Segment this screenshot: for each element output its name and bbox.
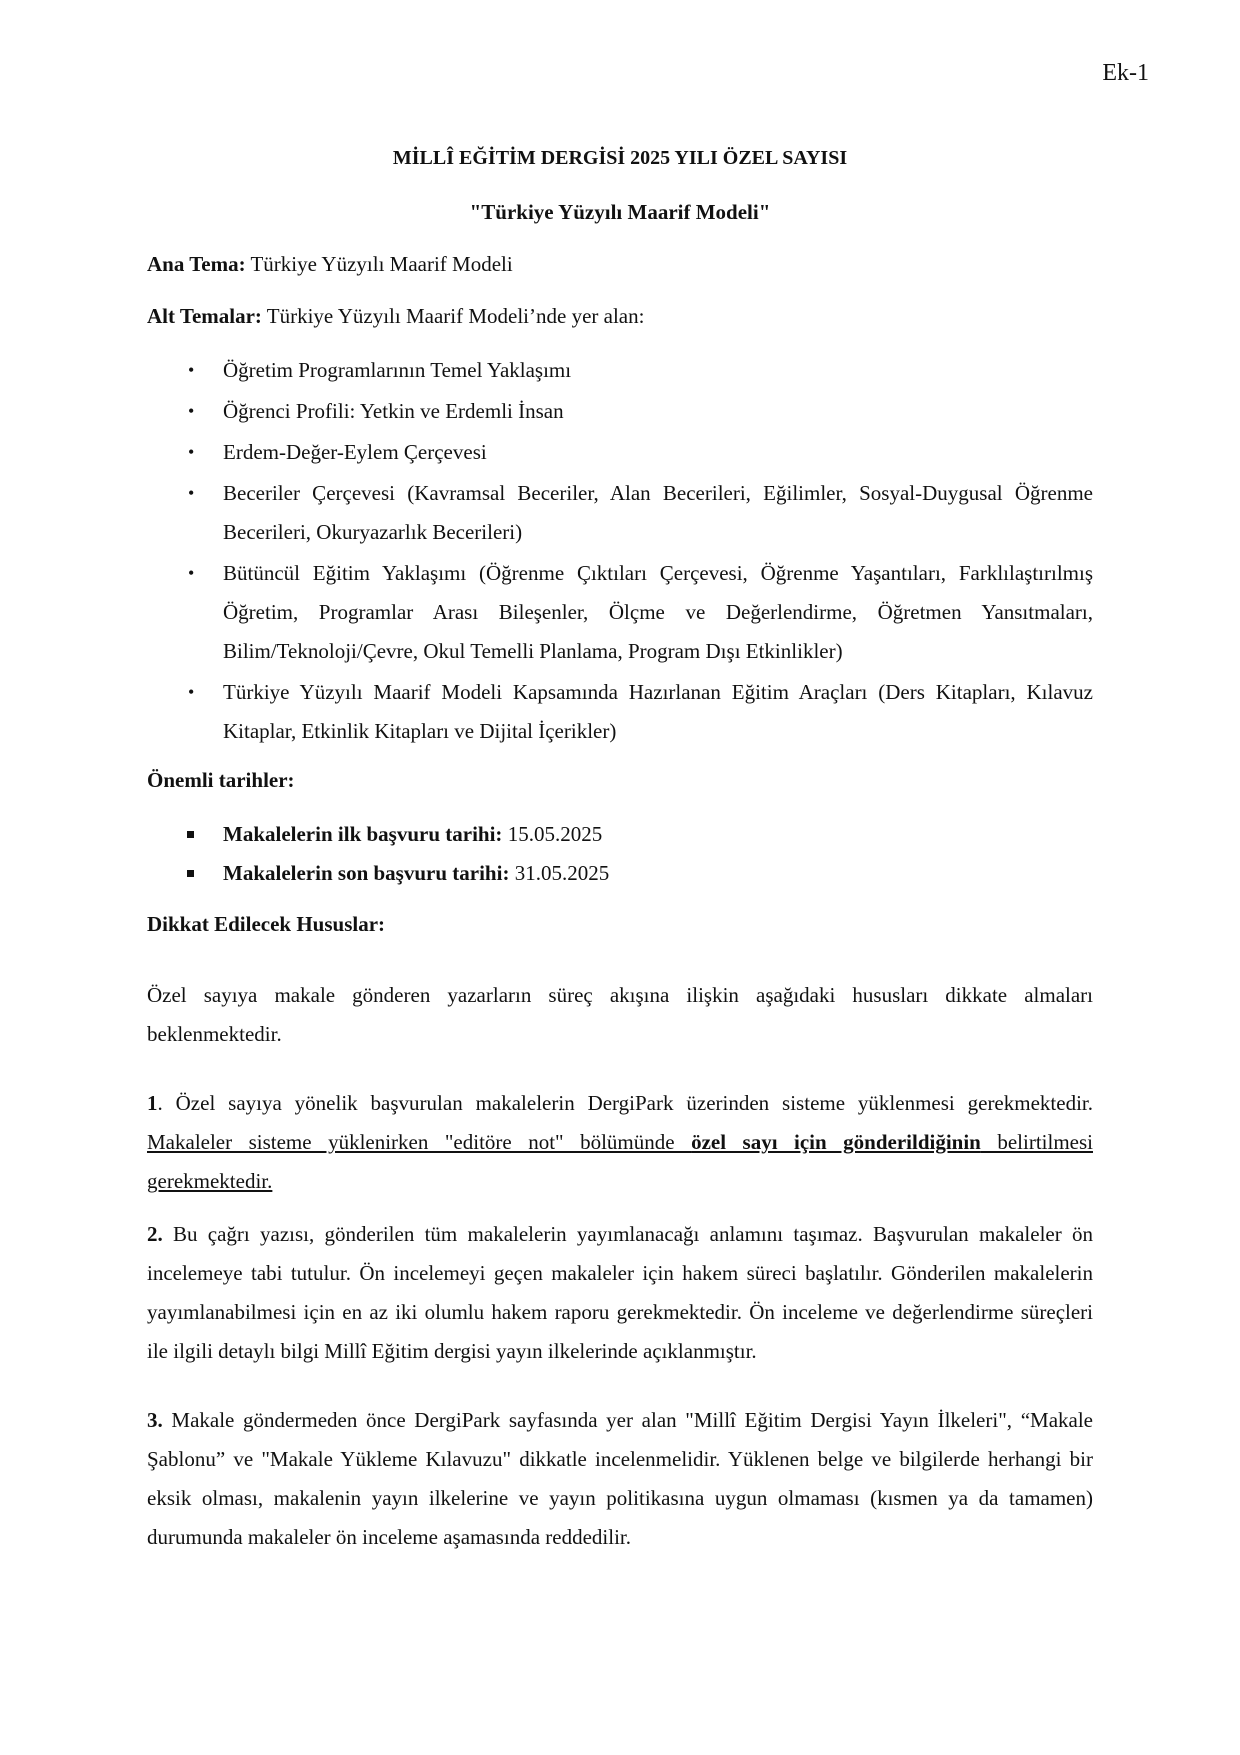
bullet-icon: • xyxy=(188,563,195,584)
notes-heading-text: Dikkat Edilecek Hususlar: xyxy=(147,912,386,937)
bullet-icon: • xyxy=(188,682,195,703)
notes-intro: Özel sayıya makale gönderen yazarların süreç akışına ilişkin aşağıdaki hususları dikkate almaları beklenmektedir. xyxy=(147,983,1093,1047)
list-item-text: Türkiye Yüzyılı Maarif Modeli Kapsamında Hazırlanan Eğitim Araçları (Ders Kitapları, Kılavuz Kitaplar, Etkinlik Kitapları ve Dijital İçerikler) xyxy=(223,680,1093,744)
note-number: 3. xyxy=(147,1408,163,1433)
date-value: 15.05.2025 xyxy=(502,822,603,847)
main-theme-label: Ana Tema: xyxy=(147,252,246,277)
list-item xyxy=(147,392,1093,431)
note-item-1 xyxy=(147,1084,1093,1201)
note-underlined-text: belirtilmesi gerekmektedir. xyxy=(147,1130,1093,1194)
date-item xyxy=(147,854,1093,893)
list-item xyxy=(147,673,1093,751)
main-theme xyxy=(147,245,1093,284)
note-item-3 xyxy=(147,1401,1093,1557)
note-underlined-text: Makaleler sisteme yüklenirken "editöre not" bölümünde xyxy=(147,1130,692,1155)
date-value: 31.05.2025 xyxy=(509,861,610,886)
list-item-text: Erdem-Değer-Eylem Çerçevesi xyxy=(223,440,487,465)
date-label: Makalelerin ilk başvuru tarihi: xyxy=(223,822,503,847)
date-item xyxy=(147,815,1093,854)
notes-heading xyxy=(147,905,1093,944)
list-item-text: Bütüncül Eğitim Yaklaşımı (Öğrenme Çıktıları Çerçevesi, Öğrenme Yaşantıları, Farklılaştırılmış Öğretim, Programlar Arası Bileşenler, Ölçme ve Değerlendirme, Öğretmen Yansıtmaları, Bilim/Teknoloji/Çevre, Okul Temelli Planlama, Program Dışı Etkinlikler) xyxy=(223,561,1093,664)
note-text: Bu çağrı yazısı, gönderilen tüm makalelerin yayımlanacağı anlamını taşımaz. Başvurulan makaleler ön incelemeye tabi tutulur. Ön incelemeyi geçen makaleler için hakem süreci başlatılır. Gönderilen makalelerin yayımlanabilmesi için en az iki olumlu hakem raporu gerekmektedir. Ön inceleme ve değerlendirme süreçleri ile ilgili detaylı bilgi Millî Eğitim dergisi yayın ilkelerinde açıklanmıştır. xyxy=(147,1222,1093,1364)
dates-heading xyxy=(147,761,1093,800)
square-bullet-icon xyxy=(187,870,194,877)
list-item-text: Öğretim Programlarının Temel Yaklaşımı xyxy=(223,358,572,383)
list-item xyxy=(147,351,1093,390)
note-number: 2. xyxy=(147,1222,163,1247)
list-item xyxy=(147,474,1093,552)
bullet-icon: • xyxy=(188,442,195,463)
list-item xyxy=(147,554,1093,671)
note-number: 1 xyxy=(147,1091,158,1116)
bullet-icon: • xyxy=(188,360,195,381)
page-title: MİLLÎ EĞİTİM DERGİSİ 2025 YILI ÖZEL SAYISI xyxy=(392,147,848,169)
list-item-text: Beceriler Çerçevesi (Kavramsal Beceriler, Alan Becerileri, Eğilimler, Sosyal-Duygusal Öğrenme Becerileri, Okuryazarlık Becerileri) xyxy=(223,481,1093,545)
note-emphasis: özel sayı için gönderildiğinin xyxy=(691,1130,981,1155)
dates-list xyxy=(147,815,1093,893)
sub-themes-list xyxy=(147,351,1093,751)
main-theme-value: Türkiye Yüzyılı Maarif Modeli xyxy=(245,252,513,277)
square-bullet-icon xyxy=(187,831,194,838)
note-item-2 xyxy=(147,1215,1093,1371)
note-text: Makale göndermeden önce DergiPark sayfasında yer alan "Millî Eğitim Dergisi Yayın İlkeleri", “Makale Şablonu” ve "Makale Yükleme Kılavuzu" dikkatle incelenmelidir. Yüklenen belge ve bilgilerde herhangi bir eksik olması, makalenin yayın ilkelerine ve yayın politikasına uygun olmaması (kısmen ya da tamamen) durumunda makaleler ön inceleme aşamasında reddedilir. xyxy=(147,1408,1093,1550)
document-body xyxy=(147,146,1093,1557)
sub-themes-value: Türkiye Yüzyılı Maarif Modeli’nde yer alan: xyxy=(261,304,645,329)
annex-label: Ek-1 xyxy=(1102,60,1149,86)
sub-themes-label: Alt Temalar: xyxy=(147,304,262,329)
list-item xyxy=(147,433,1093,472)
list-item-text: Öğrenci Profili: Yetkin ve Erdemli İnsan xyxy=(223,399,564,424)
bullet-icon: • xyxy=(188,483,195,504)
sub-themes xyxy=(147,297,1093,336)
date-label: Makalelerin son başvuru tarihi: xyxy=(223,861,510,886)
page-subtitle: "Türkiye Yüzyılı Maarif Modeli" xyxy=(469,200,771,224)
bullet-icon: • xyxy=(188,401,195,422)
dates-heading-text: Önemli tarihler: xyxy=(147,768,295,793)
note-text: . Özel sayıya yönelik başvurulan makalelerin DergiPark üzerinden sisteme yüklenmesi gerekmektedir. xyxy=(157,1091,1093,1116)
